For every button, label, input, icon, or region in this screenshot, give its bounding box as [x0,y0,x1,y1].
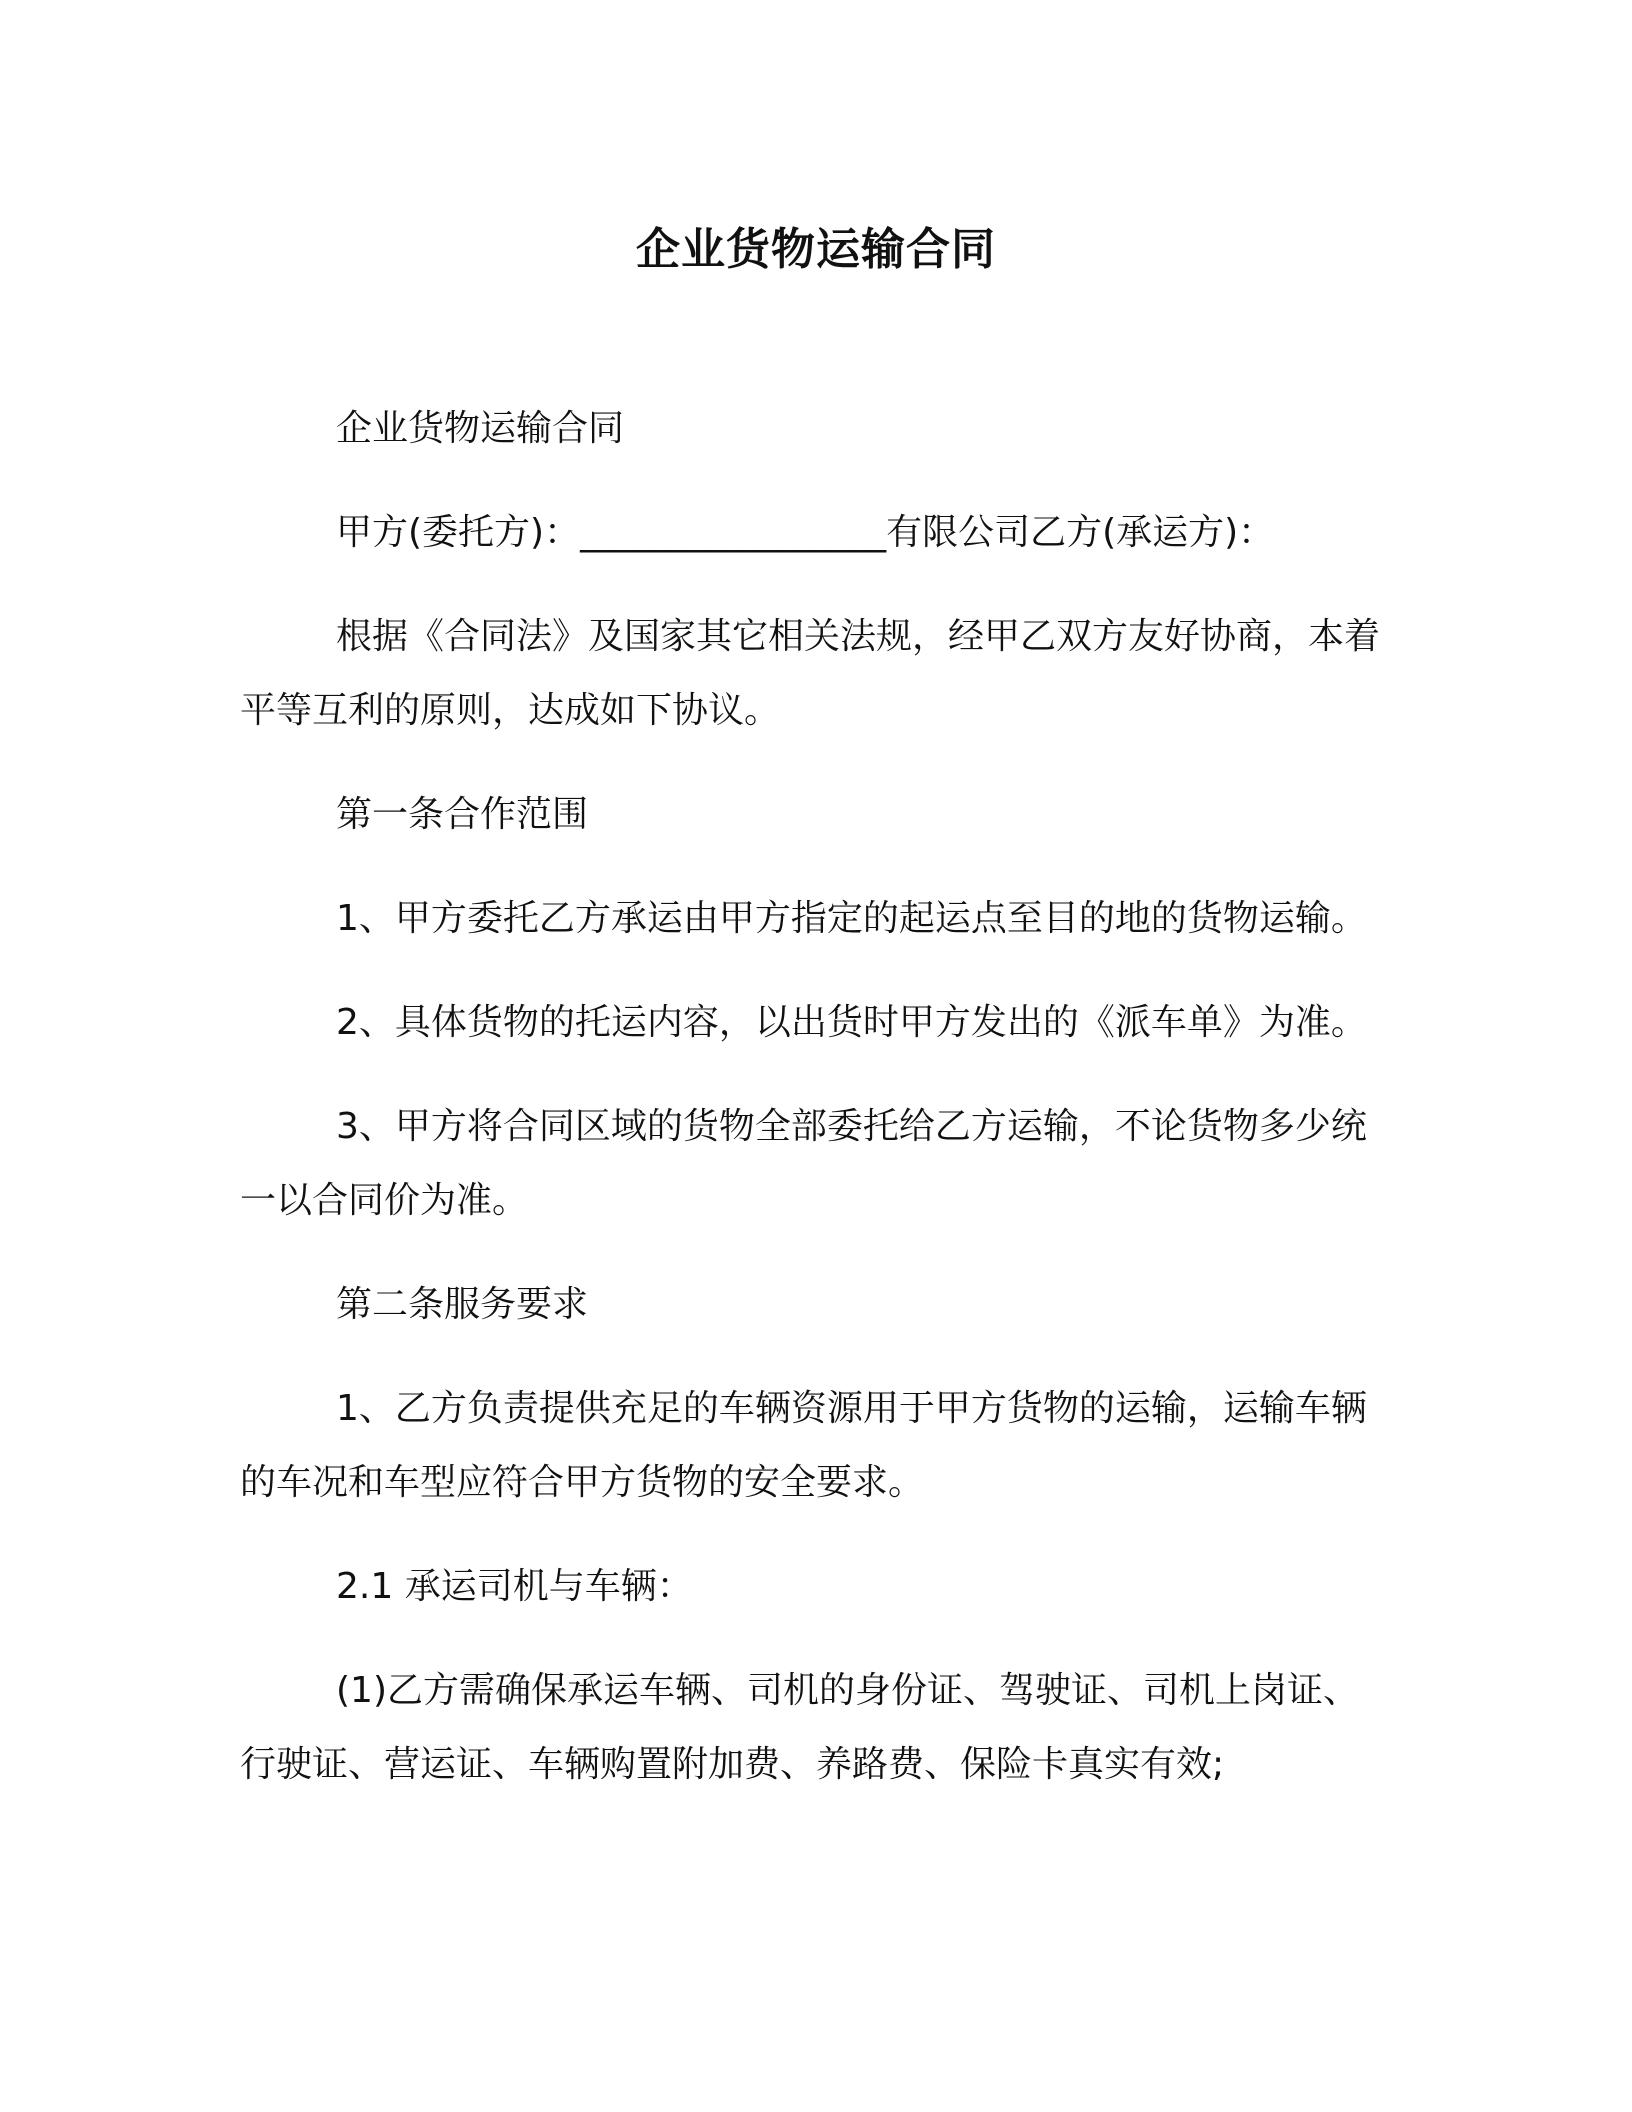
paragraph-preamble: 根据《合同法》及国家其它相关法规，经甲乙双方友好协商，本着平等互利的原则，达成如下协议。 [240,616,1381,731]
article-1-heading: 第一条合作范围 [336,794,589,835]
paragraph-parties: 甲方(委托方)：_________________有限公司乙方(承运方)： [336,512,1275,553]
article-2-heading: 第二条服务要求 [336,1284,589,1325]
article-2-clause-1: 1、乙方负责提供充足的车辆资源用于甲方货物的运输，运输车辆的车况和车型应符合甲方货物的安全要求。 [240,1388,1367,1503]
article-2-clause-2-1: 2.1 承运司机与车辆： [336,1566,693,1607]
document-body [240,392,1390,1832]
article-1-clause-2: 2、具体货物的托运内容，以出货时甲方发出的《派车单》为准。 [336,1002,1367,1043]
article-2-clause-2-1-item-1: (1)乙方需确保承运车辆、司机的身份证、驾驶证、司机上岗证、行驶证、营运证、车辆购置附加费、养路费、保险卡真实有效; [240,1670,1359,1785]
paragraph-subtitle: 企业货物运输合同 [336,408,625,449]
document-title: 企业货物运输合同 [636,224,996,275]
article-1-clause-3: 3、甲方将合同区域的货物全部委托给乙方运输，不论货物多少统一以合同价为准。 [240,1106,1367,1221]
article-1-clause-1: 1、甲方委托乙方承运由甲方指定的起运点至目的地的货物运输。 [336,898,1367,939]
